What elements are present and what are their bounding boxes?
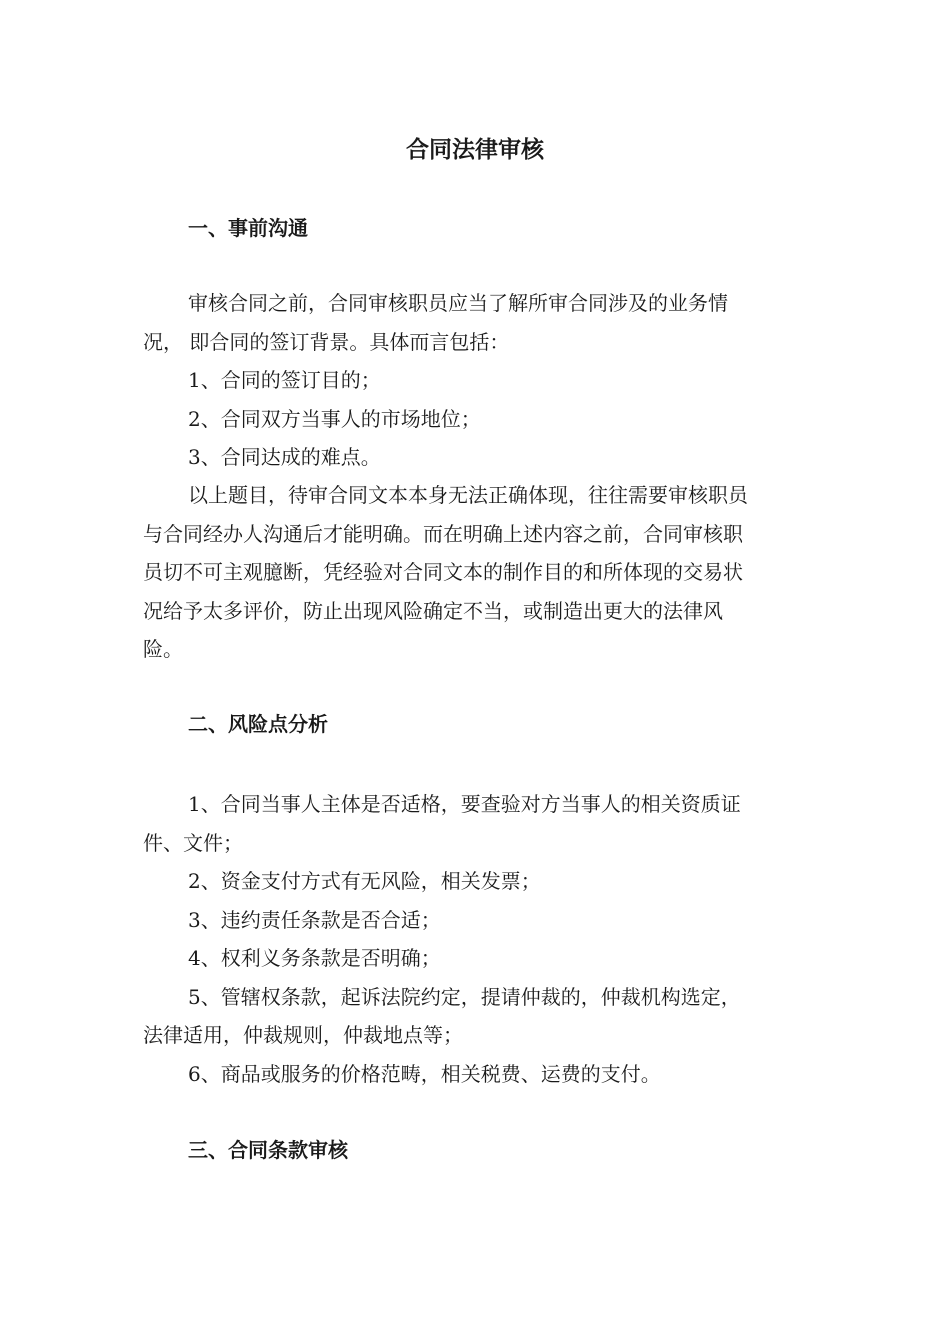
paragraph-line: 以上题目，待审合同文本本身无法正确体现，往往需要审核职员: [188, 483, 748, 507]
paragraph-line: 险。: [143, 637, 183, 661]
section-heading-3: 三、合同条款审核: [188, 1138, 348, 1162]
list-item: 4、权利义务条款是否明确；: [188, 946, 441, 970]
paragraph-line: 况， 即合同的签订背景。具体而言包括：: [143, 329, 510, 354]
list-item: 6、商品或服务的价格范畴，相关税费、运费的支付。: [188, 1061, 661, 1086]
paragraph-line: 审核合同之前，合同审核职员应当了解所审合同涉及的业务情: [188, 291, 728, 315]
paragraph-explanation: [143, 476, 843, 669]
list-item: 2、资金支付方式有无风险，相关发票；: [188, 869, 541, 893]
list-item: 3、合同达成的难点。: [188, 445, 381, 469]
list-item: 5、管辖权条款，起诉法院约定，提请仲裁的，仲裁机构选定，: [188, 984, 741, 1009]
paragraph-line: 与合同经办人沟通后才能明确。而在明确上述内容之前，合同审核职: [143, 521, 743, 546]
list-item: 3、违约责任条款是否合适；: [188, 907, 441, 932]
list-section1: [143, 361, 843, 477]
list-item-continuation: 法律适用，仲裁规则，仲裁地点等；: [143, 1023, 463, 1047]
paragraph-line: 员切不可主观臆断，凭经验对合同文本的制作目的和所体现的交易状: [143, 560, 743, 584]
paragraph-intro: [143, 284, 843, 361]
list-item: 2、合同双方当事人的市场地位；: [188, 406, 481, 431]
list-item: 1、合同当事人主体是否适格，要查验对方当事人的相关资质证: [188, 792, 741, 816]
document-title: 合同法律审核: [406, 137, 544, 163]
section-heading-2: 二、风险点分析: [188, 712, 328, 736]
paragraph-line: 况给予太多评价，防止出现风险确定不当，或制造出更大的法律风: [143, 598, 723, 623]
list-item: 1、合同的签订目的；: [188, 368, 381, 392]
list-section2: [143, 785, 843, 1093]
section-heading-1: 一、事前沟通: [188, 216, 308, 240]
list-item-continuation: 件、文件；: [143, 830, 243, 855]
